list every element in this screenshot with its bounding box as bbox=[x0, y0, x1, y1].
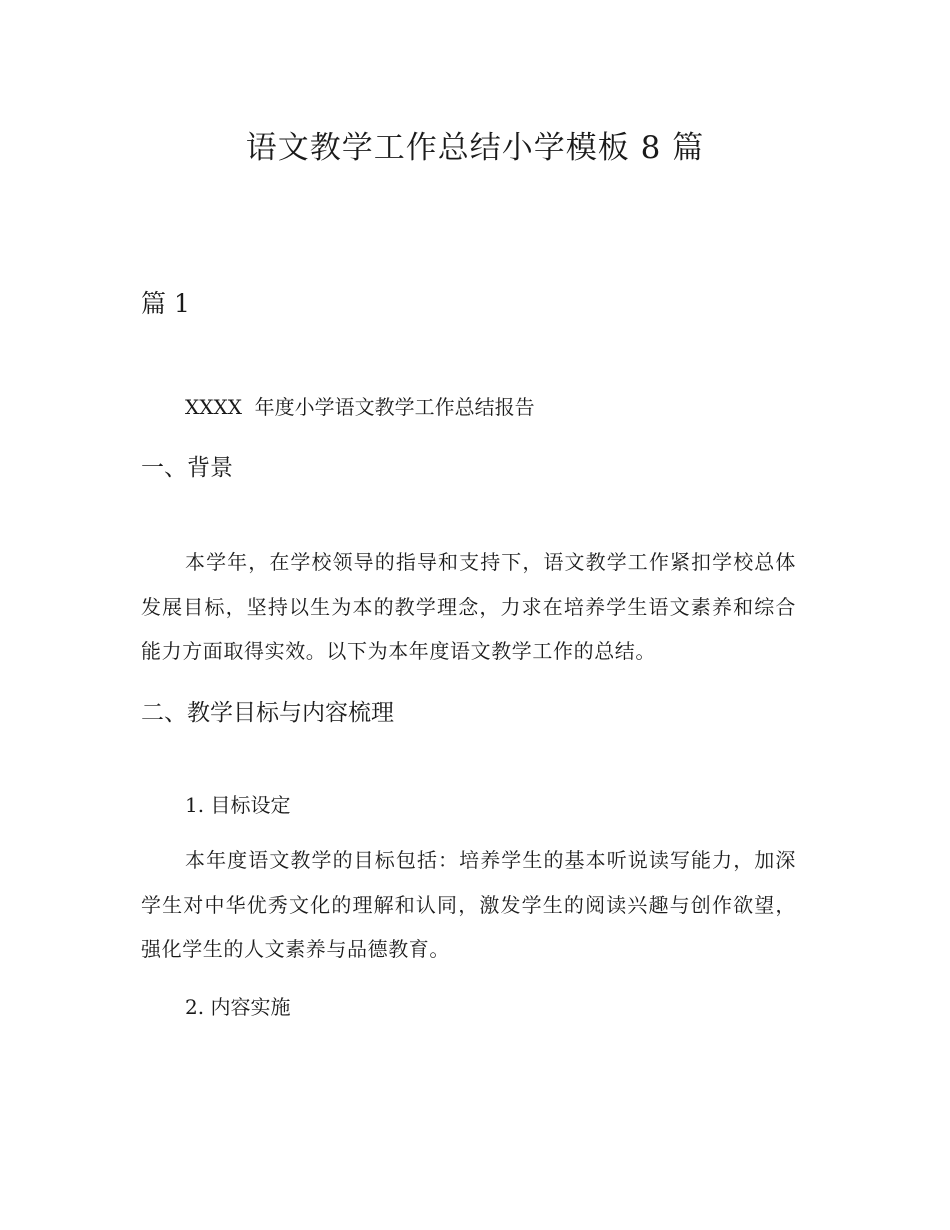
background-paragraph: 本学年，在学校领导的指导和支持下，语文教学工作紧扣学校总体发展目标，坚持以生为本的教学理念，力求在培养学生语文素养和综合能力方面取得实效。以下为本年度语文教学工作的总结。 bbox=[141, 550, 796, 663]
document-title: 语文教学工作总结小学模板 8 篇 bbox=[245, 130, 705, 166]
subsection-heading-content-implementation: 2. 内容实施 bbox=[185, 995, 291, 1019]
subsection-heading-goal-setting: 1. 目标设定 bbox=[185, 793, 291, 817]
report-title: XXXX 年度小学语文教学工作总结报告 bbox=[185, 395, 535, 419]
part-heading: 篇 1 bbox=[141, 289, 190, 318]
section-heading-background: 一、背景 bbox=[141, 455, 233, 481]
goal-setting-paragraph: 本年度语文教学的目标包括：培养学生的基本听说读写能力，加深学生对中华优秀文化的理解和认同，激发学生的阅读兴趣与创作欲望，强化学生的人文素养与品德教育。 bbox=[141, 848, 796, 961]
section-heading-goals-content: 二、教学目标与内容梳理 bbox=[141, 700, 394, 726]
